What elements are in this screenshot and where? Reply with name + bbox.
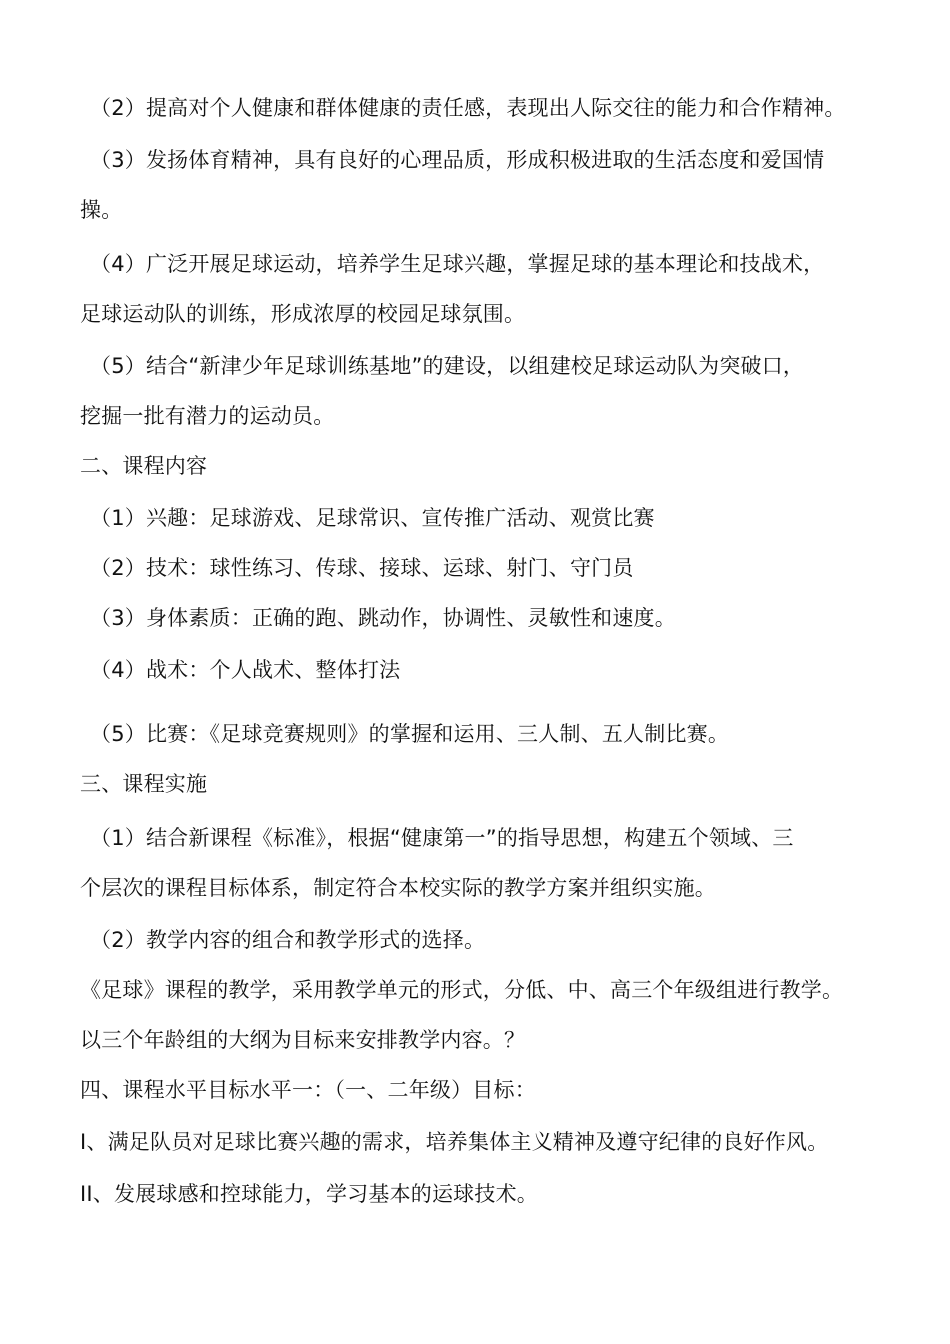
text-line: （1）结合新课程《标准》，根据“健康第一”的指导思想，构建五个领域、三 bbox=[90, 826, 794, 850]
text-line: （2）提高对个人健康和群体健康的责任感，表现出人际交往的能力和合作精神。 bbox=[90, 96, 846, 120]
text-line: （2）技术：球性练习、传球、接球、运球、射门、守门员 bbox=[90, 556, 634, 580]
text-line: 足球运动队的训练，形成浓厚的校园足球氛围。 bbox=[80, 302, 526, 326]
text-line: II、发展球感和控球能力，学习基本的运球技术。 bbox=[80, 1182, 538, 1206]
text-line: 挖掘一批有潜力的运动员。 bbox=[80, 404, 335, 428]
text-line: （2）教学内容的组合和教学形式的选择。 bbox=[90, 928, 486, 952]
text-line: I、满足队员对足球比赛兴趣的需求，培养集体主义精神及遵守纪律的良好作风。 bbox=[80, 1130, 829, 1154]
text-line: （3）身体素质：正确的跑、跳动作，协调性、灵敏性和速度。 bbox=[90, 606, 676, 630]
section-heading: 四、课程水平目标水平一：（一、二年级）目标： bbox=[80, 1078, 536, 1102]
section-heading: 二、课程内容 bbox=[80, 454, 208, 478]
text-line: （1）兴趣：足球游戏、足球常识、宣传推广活动、观赏比赛 bbox=[90, 506, 655, 530]
text-line: （4）广泛开展足球运动，培养学生足球兴趣，掌握足球的基本理论和技战术， bbox=[90, 252, 825, 276]
text-line: 个层次的课程目标体系，制定符合本校实际的教学方案并组织实施。 bbox=[80, 876, 716, 900]
text-line: 以三个年龄组的大纲为目标来安排教学内容。？ bbox=[80, 1028, 526, 1052]
text-line: 操。 bbox=[80, 198, 123, 222]
section-heading: 三、课程实施 bbox=[80, 772, 208, 796]
text-line: （3）发扬体育精神，具有良好的心理品质，形成积极进取的生活态度和爱国情 bbox=[90, 148, 825, 172]
text-line: （5）结合“新津少年足球训练基地”的建设，以组建校足球运动队为突破口， bbox=[90, 354, 805, 378]
text-line: （5）比赛：《足球竞赛规则》的掌握和运用、三人制、五人制比赛。 bbox=[90, 722, 730, 746]
text-line: （4）战术：个人战术、整体打法 bbox=[90, 658, 401, 682]
text-line: 《足球》课程的教学，采用教学单元的形式，分低、中、高三个年级组进行教学。 bbox=[80, 978, 844, 1002]
